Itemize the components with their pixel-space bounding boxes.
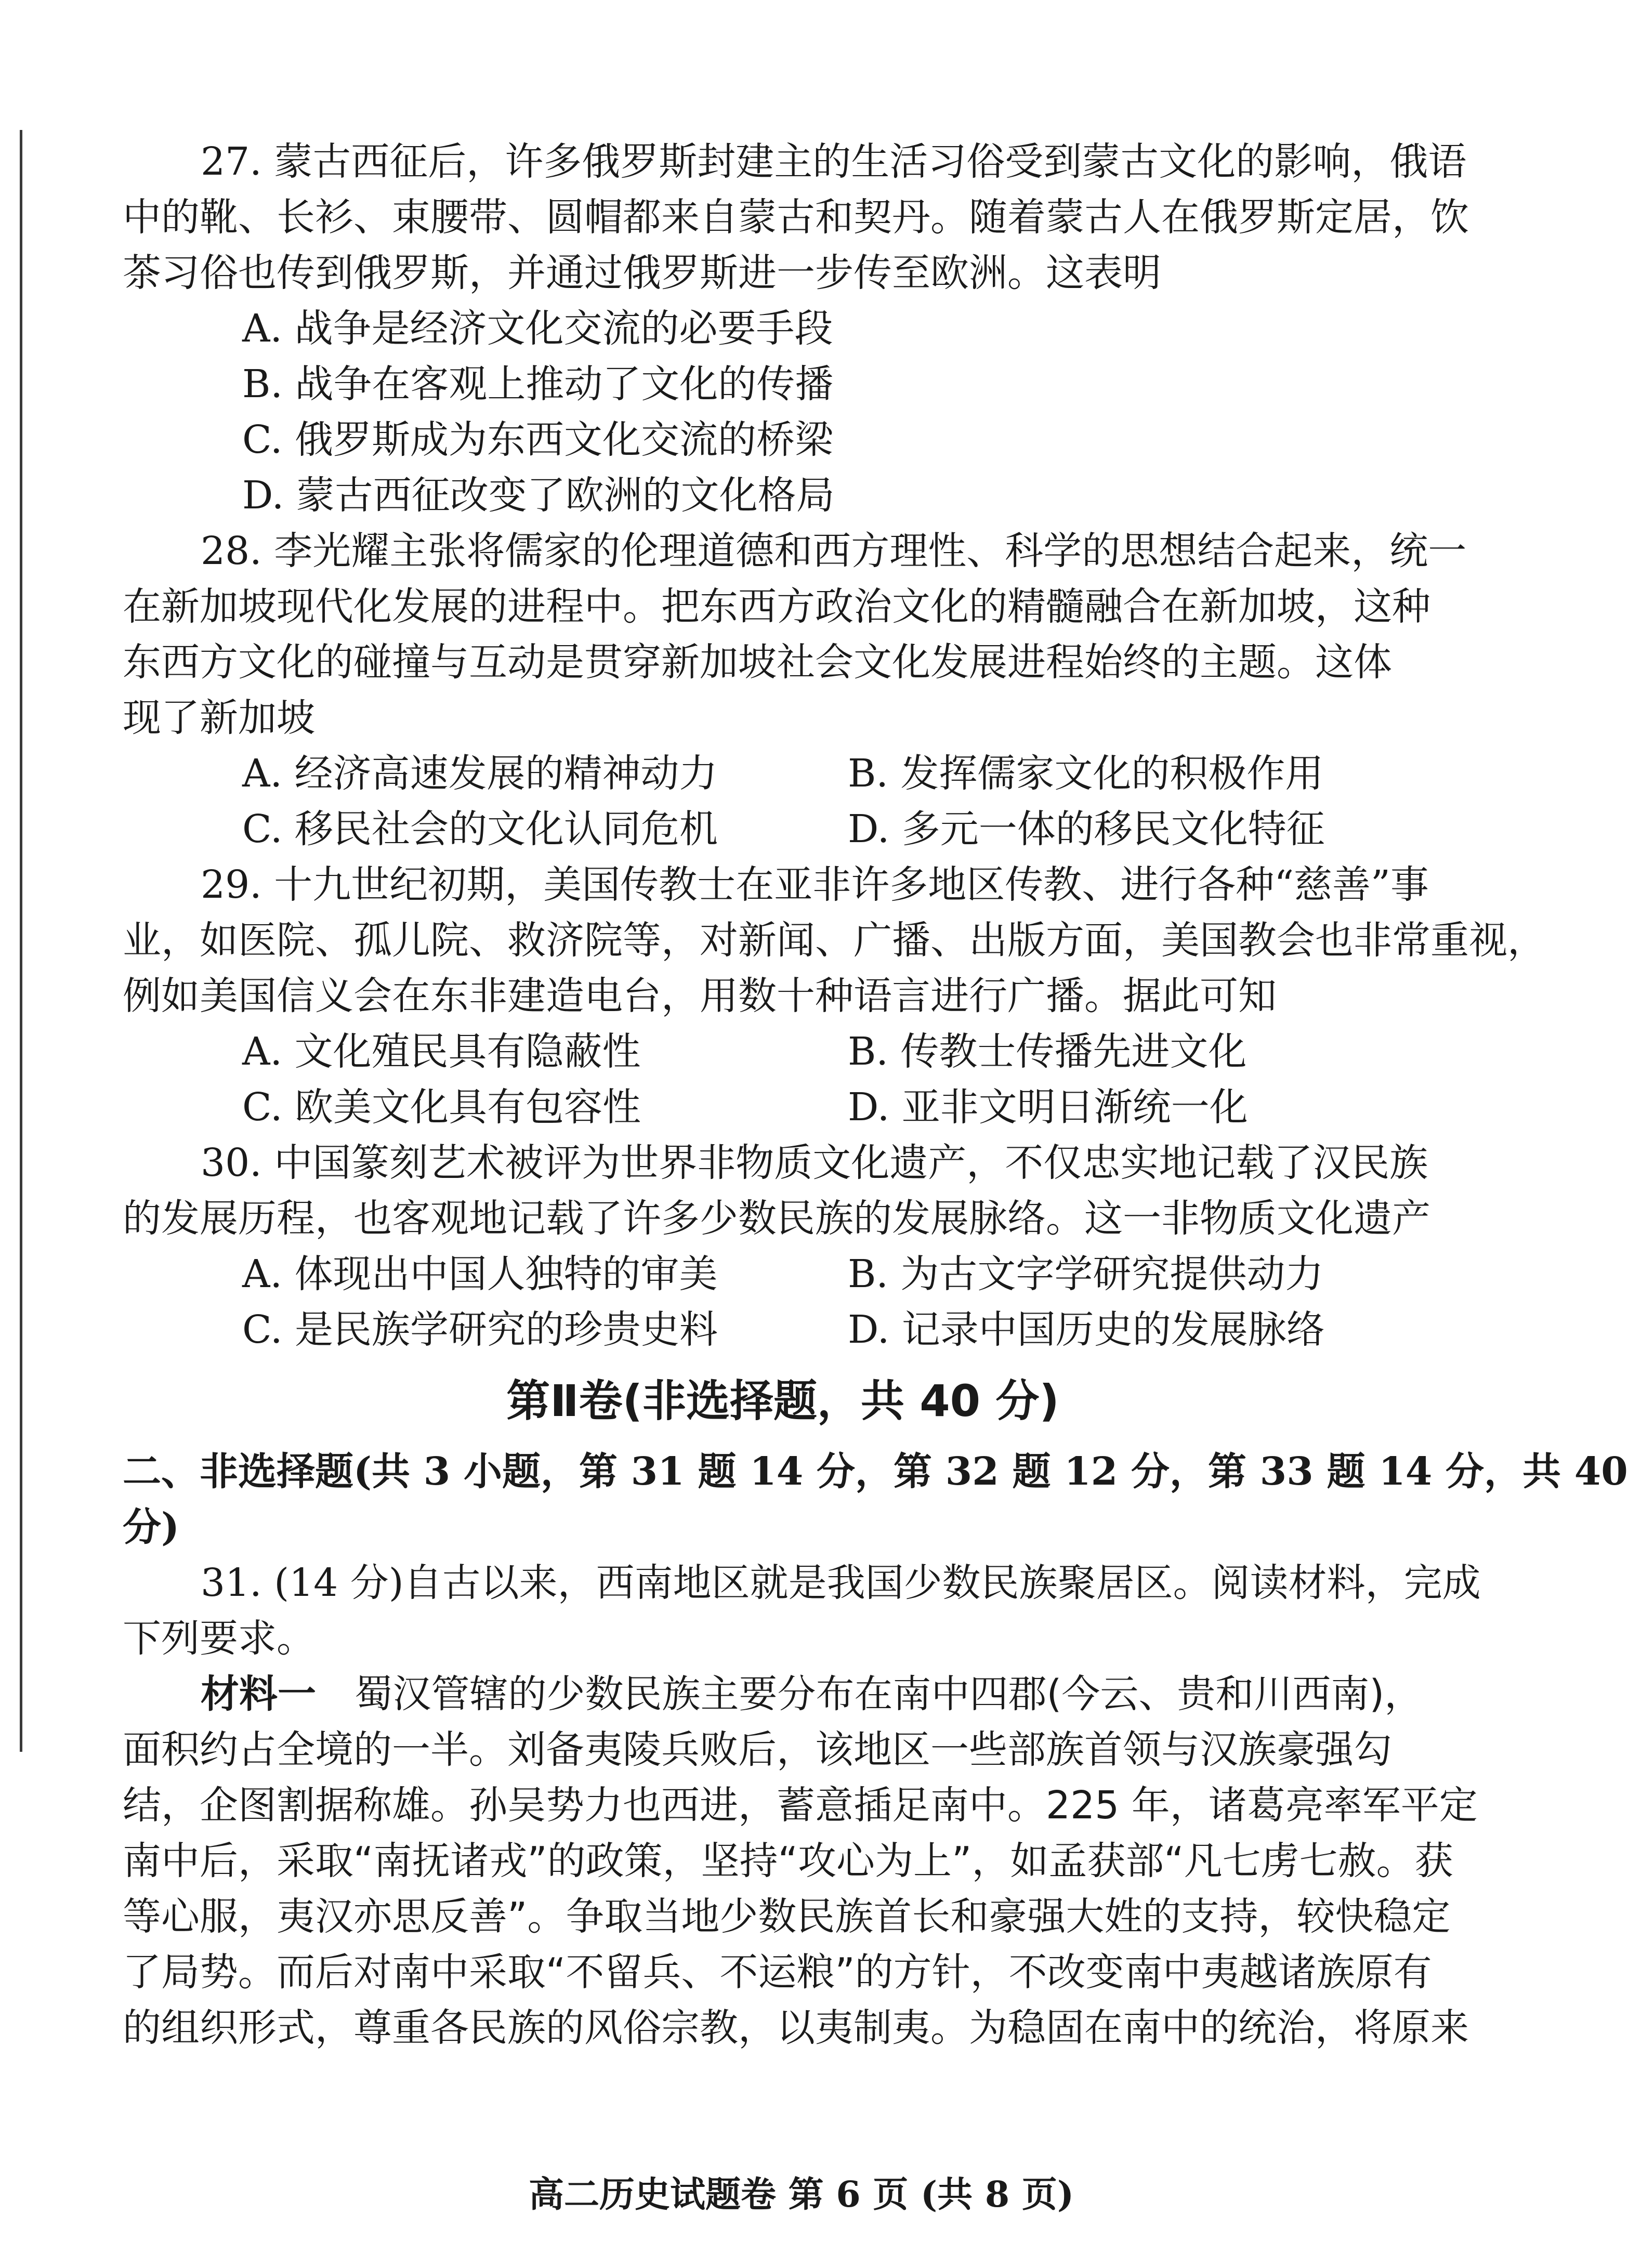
question-31 (123, 1555, 1481, 1667)
option-row (123, 1247, 1443, 1302)
material-line: 等心服，夷汉亦思反善”。争取当地少数民族首长和豪强大姓的支持，较快稳定 (123, 1894, 1451, 1939)
question-line: 31. (14 分)自古以来，西南地区就是我国少数民族聚居区。阅读材料，完成 (201, 1561, 1481, 1605)
option-c: C. 俄罗斯成为东西文化交流的桥梁 (242, 417, 834, 462)
section-intro-line: 二、非选择题(共 3 小题，第 31 题 14 分，第 32 题 12 分，第 33 题 14 分，共 40 (123, 1449, 1628, 1494)
option-a: A. 战争是经济文化交流的必要手段 (242, 306, 833, 351)
option-a: A. 体现出中国人独特的审美 (242, 1252, 718, 1296)
question-line: 下列要求。 (123, 1616, 315, 1661)
question-line: 29. 十九世纪初期，美国传教士在亚非许多地区传教、进行各种“慈善”事 (201, 862, 1429, 907)
option-d: D. 记录中国历史的发展脉络 (848, 1307, 1325, 1352)
option-d: D. 蒙古西征改变了欧洲的文化格局 (242, 473, 835, 518)
page-content (123, 134, 1628, 2056)
section-intro-line: 分) (123, 1505, 180, 1550)
option-c: C. 移民社会的文化认同危机 (242, 807, 718, 851)
question-line: 例如美国信义会在东非建造电台，用数十种语言进行广播。据此可知 (123, 974, 1277, 1018)
option-row (123, 1024, 1443, 1080)
question-27 (123, 134, 1469, 523)
question-29 (123, 857, 1546, 1135)
option-d: D. 亚非文明日渐统一化 (848, 1085, 1248, 1130)
option-a: A. 文化殖民具有隐蔽性 (242, 1029, 641, 1074)
option-row (123, 746, 1443, 802)
question-line: 东西方文化的碰撞与互动是贯穿新加坡社会文化发展进程始终的主题。这体 (123, 640, 1392, 685)
question-28 (123, 523, 1467, 857)
question-line: 中的靴、长衫、束腰带、圆帽都来自蒙古和契丹。随着蒙古人在俄罗斯定居，饮 (123, 195, 1469, 240)
material-line: 了局势。而后对南中采取“不留兵、不运粮”的方针，不改变南中夷越诸族原有 (123, 1950, 1432, 1995)
material-line: 南中后，采取“南抚诸戎”的政策，坚持“攻心为上”，如孟获部“凡七虏七赦。获 (123, 1839, 1453, 1883)
material-line (123, 1667, 1443, 1722)
material-label: 材料一 (201, 1672, 316, 1716)
option-d: D. 多元一体的移民文化特征 (848, 807, 1325, 851)
question-line: 在新加坡现代化发展的进程中。把东西方政治文化的精髓融合在新加坡，这种 (123, 584, 1430, 629)
section-title: 第Ⅱ卷(非选择题，共 40 分) (506, 1375, 1059, 1426)
option-b: B. 为古文字学研究提供动力 (848, 1252, 1324, 1296)
page-footer: 高二历史试题卷 第 6 页 (共 8 页) (528, 2174, 1074, 2215)
option-c: C. 是民族学研究的珍贵史料 (242, 1307, 718, 1352)
material-line: 结，企图割据称雄。孙吴势力也西进，蓄意插足南中。225 年，诸葛亮率军平定 (123, 1783, 1478, 1828)
option-row (123, 1080, 1443, 1135)
question-line: 业，如医院、孤儿院、救济院等，对新闻、广播、出版方面，美国教会也非常重视， (123, 918, 1546, 963)
option-b: B. 战争在客观上推动了文化的传播 (242, 362, 834, 407)
question-30 (123, 1135, 1443, 1358)
material-one (123, 1667, 1478, 2056)
question-line: 现了新加坡 (123, 696, 315, 740)
question-line: 30. 中国篆刻艺术被评为世界非物质文化遗产，不仅忠实地记载了汉民族 (201, 1140, 1428, 1185)
option-a: A. 经济高速发展的精神动力 (242, 751, 718, 796)
option-b: B. 传教士传播先进文化 (848, 1029, 1247, 1074)
question-line: 茶习俗也传到俄罗斯，并通过俄罗斯进一步传至欧洲。这表明 (123, 251, 1161, 295)
section-intro (123, 1444, 1628, 1555)
option-b: B. 发挥儒家文化的积极作用 (848, 751, 1324, 796)
question-line: 的发展历程，也客观地记载了许多少数民族的发展脉络。这一非物质文化遗产 (123, 1196, 1430, 1241)
material-text: 蜀汉管辖的少数民族主要分布在南中四郡(今云、贵和川西南)， (354, 1672, 1423, 1716)
option-row (123, 802, 1443, 857)
option-c: C. 欧美文化具有包容性 (242, 1085, 641, 1130)
question-line: 28. 李光耀主张将儒家的伦理道德和西方理性、科学的思想结合起来，统一 (201, 529, 1467, 573)
option-row (123, 1302, 1443, 1358)
material-line: 面积约占全境的一半。刘备夷陵兵败后，该地区一些部族首领与汉族豪强勾 (123, 1727, 1392, 1772)
question-line: 27. 蒙古西征后，许多俄罗斯封建主的生活习俗受到蒙古文化的影响，俄语 (201, 139, 1467, 184)
material-line: 的组织形式，尊重各民族的风俗宗教，以夷制夷。为稳固在南中的统治，将原来 (123, 2005, 1469, 2050)
left-margin-rule (20, 130, 22, 1752)
